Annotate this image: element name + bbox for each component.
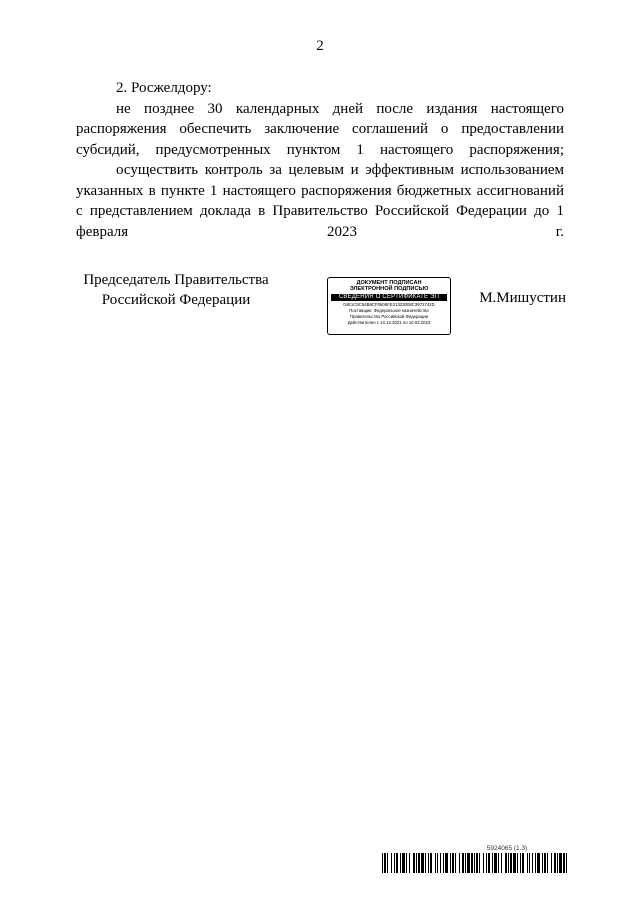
stamp-certificate-number: 04E1C8C54B8CF0606FE21323008C3972742D xyxy=(343,302,435,308)
signatory-title xyxy=(76,270,276,310)
electronic-signature-stamp xyxy=(327,277,451,335)
paragraph-item-2: 2. Росжелдору: xyxy=(116,80,212,96)
stamp-line2: ЭЛЕКТРОННОЙ ПОДПИСЬЮ xyxy=(349,286,429,293)
barcode-image xyxy=(382,853,568,873)
signatory-title-line2: Российской Федерации xyxy=(101,292,251,308)
document-body xyxy=(76,78,564,242)
signatory-name: М.Мишустин xyxy=(479,290,566,306)
page-number: 2 xyxy=(316,38,324,54)
paragraph-subsidy-agreements: не позднее 30 календарных дней после издания настоящего распоряжения обеспечить заключение соглашений о предоставлении субсидий, предусмотренных пунктом 1 настоящего распоряжения; xyxy=(76,100,564,158)
signatory-title-line1: Председатель Правительства xyxy=(83,272,269,288)
stamp-certificate-band: СВЕДЕНИЯ О СЕРТИФИКАТЕ ЭП xyxy=(331,294,447,302)
stamp-line1: ДОКУМЕНТ ПОДПИСАН xyxy=(356,280,422,286)
document-code: 5924065 (1.3) xyxy=(486,845,528,852)
stamp-validity: Действителен с 10.12.2021 по 10.03.2023 xyxy=(347,320,431,326)
paragraph-control: осуществить контроль за целевым и эффективным использованием указанных в пункте 1 настоящего распоряжения бюджетных ассигнований с представлением доклада в Правительство Российской Федерации до 1 февраля 2023 г. xyxy=(76,162,564,240)
stamp-owner: Правительство Российской Федерации xyxy=(349,314,429,320)
stamp-issuer: Поставщик: Федеральное казначейство xyxy=(349,308,429,314)
